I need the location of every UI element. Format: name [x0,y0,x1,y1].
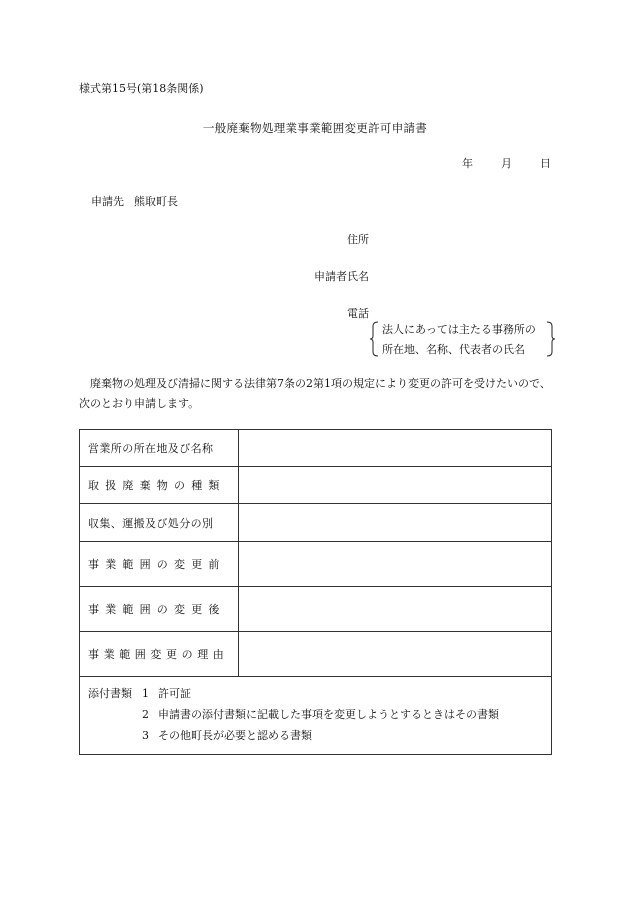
row-label-scope-after: 事業範囲の変更後 [80,587,239,632]
recipient-label: 申請先 [91,195,124,208]
row-value-scope-after[interactable] [239,587,552,632]
attachment-item: 許可証 [158,687,191,700]
table-row [80,587,552,632]
document-title: 一般廃棄物処理業事業範囲変更許可申請書 [202,121,428,135]
row-label-waste-type: 取扱廃棄物の種類 [80,467,239,504]
row-label-business-kind: 収集、運搬及び処分の別 [80,504,239,542]
phone-label: 電話 [347,307,369,320]
recipient-name: 熊取町長 [134,195,178,208]
table-row [80,467,552,504]
row-label-scope-before: 事業範囲の変更前 [80,542,239,587]
date-line [462,155,551,171]
attachment-number: 3 [142,729,149,742]
date-year: 年 [462,157,473,170]
attachments-cell [80,677,552,755]
body-paragraph [79,374,554,414]
attachments-label: 添付書類 [88,687,132,700]
date-day: 日 [540,157,551,170]
attachment-number: 2 [142,708,149,721]
application-table [79,429,552,755]
attachments-row [80,677,552,755]
row-label-office: 営業所の所在地及び名称 [80,430,239,467]
row-value-scope-before[interactable] [239,542,552,587]
attachment-item: その他町長が必要と認める書類 [158,729,312,742]
recipient [91,193,178,209]
table-row [80,504,552,542]
table-row [80,632,552,677]
date-month: 月 [501,157,512,170]
attachment-number: 1 [142,687,149,700]
row-label-change-reason: 事業範囲変更の理由 [80,632,239,677]
table-row [80,542,552,587]
address-label: 住所 [347,233,369,246]
table-row [80,430,552,467]
row-value-office[interactable] [239,430,552,467]
row-value-change-reason[interactable] [239,632,552,677]
form-number: 様式第15号(第18条関係) [79,82,204,95]
applicant-name-label: 申請者氏名 [314,270,369,283]
corporate-note-line-2: 所在地、名称、代表者の氏名 [382,343,525,356]
body-text: 廃棄物の処理及び清掃に関する法律第7条の2第1項の規定により変更の許可を受けたいので、次のとおり申請します。 [79,377,551,410]
attachment-item: 申請書の添付書類に記載した事項を変更しようとするときはその書類 [158,708,499,721]
row-value-business-kind[interactable] [239,504,552,542]
corporate-note [369,319,557,359]
row-value-waste-type[interactable] [239,467,552,504]
corporate-note-line-1: 法人にあっては主たる事務所の [382,323,536,336]
